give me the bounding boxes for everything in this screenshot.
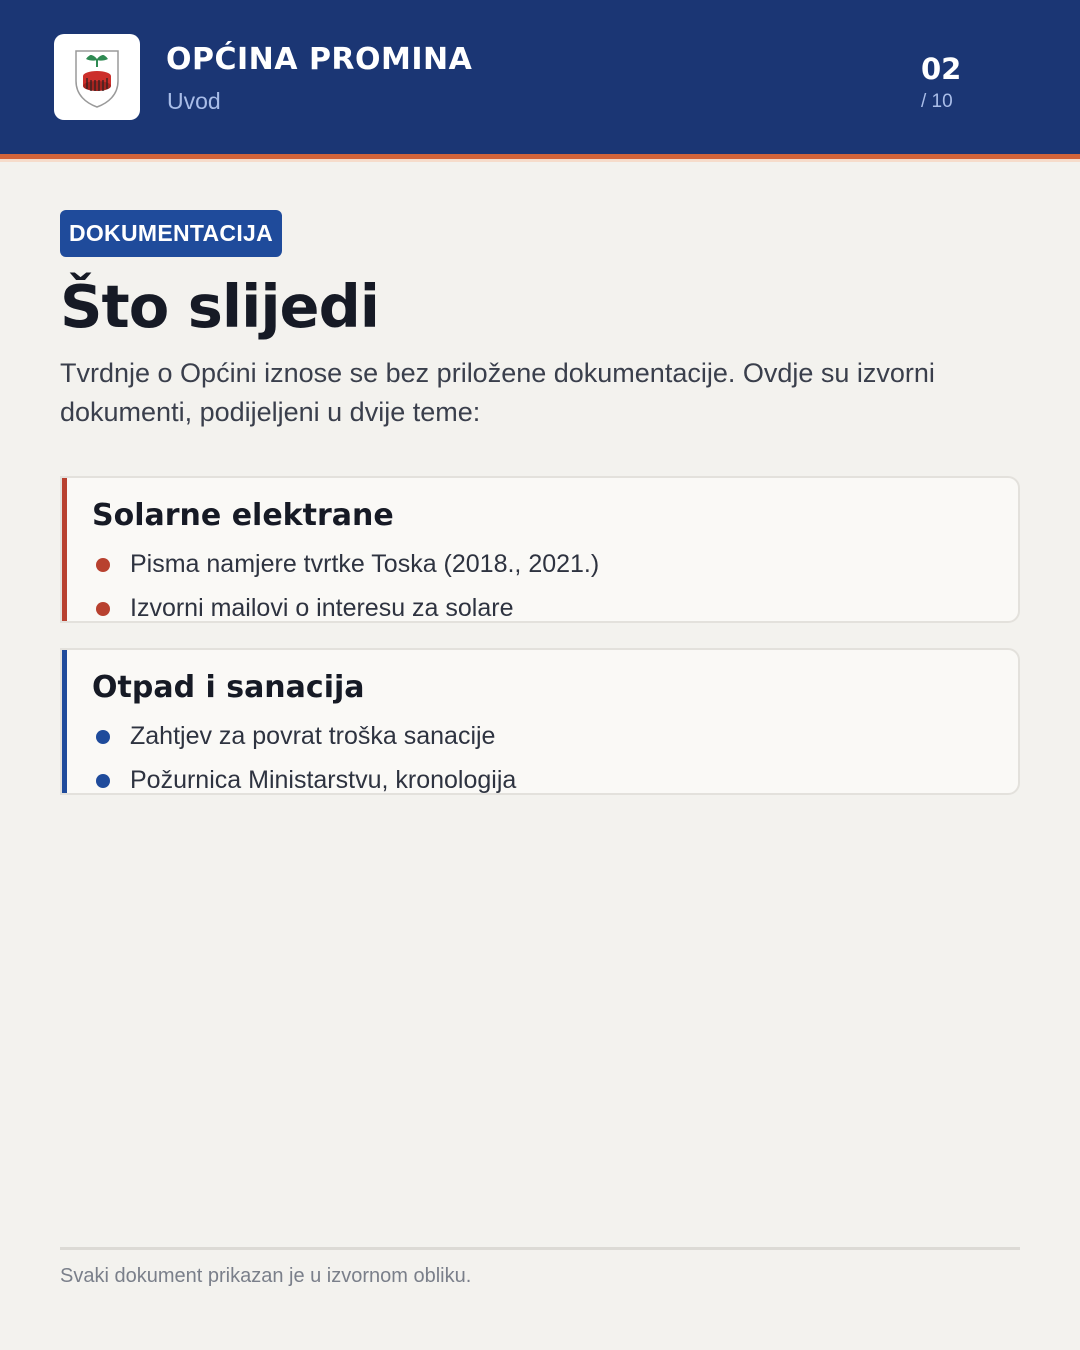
page-total: / 10 <box>921 91 953 112</box>
bullet-icon <box>96 774 110 788</box>
list-item <box>96 722 495 751</box>
header-bar <box>0 0 1080 154</box>
topic-title: Otpad i sanacija <box>92 670 365 705</box>
header-accent-stripe-light <box>0 159 1080 162</box>
list-item <box>96 766 516 795</box>
intro-text: Tvrdnje o Općini iznose se bez priložene dokumentacije. Ovdje su izvorni dokumenti, podijeljeni u dvije teme: <box>60 358 935 427</box>
list-item <box>96 594 514 623</box>
card-accent-bar <box>60 648 67 795</box>
coat-of-arms-icon <box>66 45 128 109</box>
topic-card-solar <box>60 476 1020 623</box>
footer-divider <box>60 1247 1020 1250</box>
list-item-label: Izvorni mailovi o interesu za solare <box>130 594 514 622</box>
card-accent-bar <box>60 476 67 623</box>
bullet-icon <box>96 558 110 572</box>
footer-note: Svaki dokument prikazan je u izvornom obliku. <box>60 1265 472 1287</box>
municipality-logo <box>54 34 140 120</box>
bullet-icon <box>96 730 110 744</box>
organization-name: OPĆINA PROMINA <box>166 42 473 77</box>
page-title: Što slijedi <box>60 272 380 341</box>
section-label: Uvod <box>167 88 221 114</box>
topic-title: Solarne elektrane <box>92 498 394 533</box>
category-badge: DOKUMENTACIJA <box>60 210 282 257</box>
topic-card-waste <box>60 648 1020 795</box>
list-item-label: Požurnica Ministarstvu, kronologija <box>130 766 517 794</box>
list-item-label: Zahtjev za povrat troška sanacije <box>130 722 496 750</box>
page-current: 02 <box>921 52 962 86</box>
bullet-icon <box>96 602 110 616</box>
list-item-label: Pisma namjere tvrtke Toska (2018., 2021.) <box>130 550 600 578</box>
list-item <box>96 550 599 579</box>
